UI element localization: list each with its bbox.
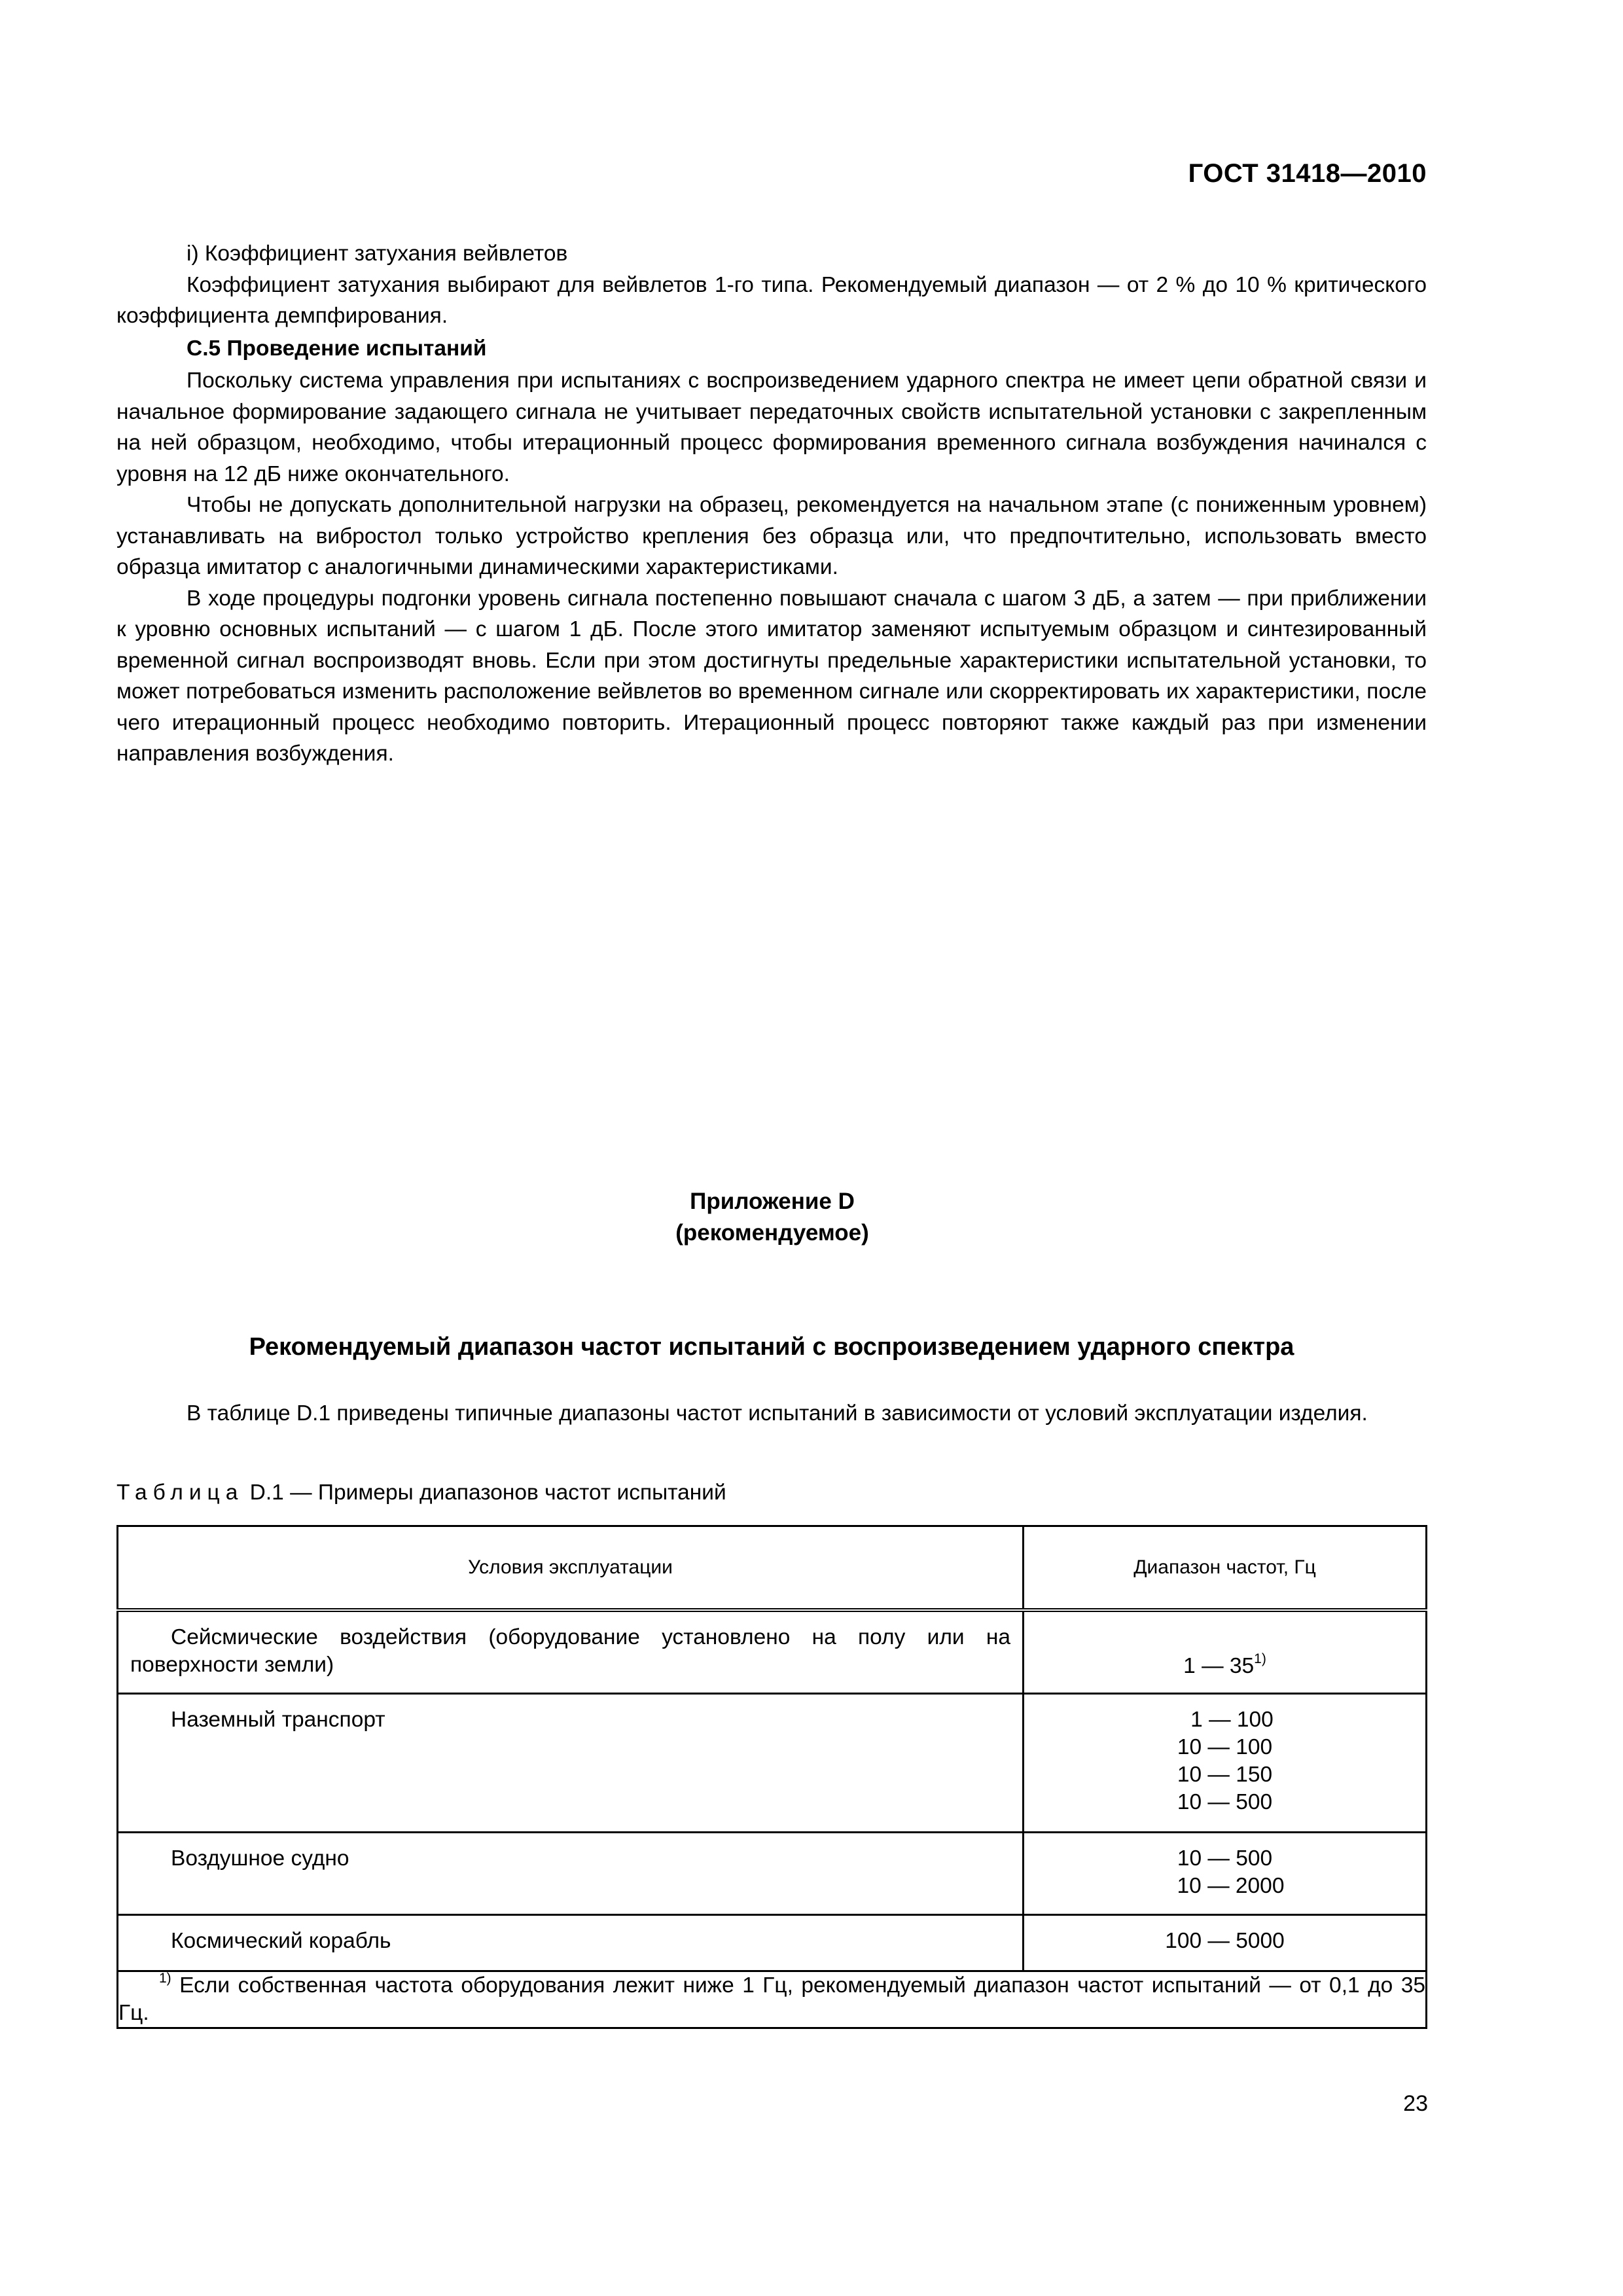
appendix-section-title: Рекомендуемый диапазон частот испытаний с воспроизведением ударного спектра <box>249 1333 1294 1361</box>
range-cell: 1 — 35$^{1)}$ <box>1024 1610 1427 1693</box>
paragraph: В ходе процедуры подгонки уровень сигнала постепенно повышают сначала с шагом 3 дБ, а затем — при приближении к уровню основных испытаний — с шагом 1 дБ. После этого имитатор заменяют испытуемым образцом и синтезированный временной сигнал воспроизводят вновь. Если при этом достигнуты предельные характеристики испытательной установки, то может потребоваться изменить расположение вейвлетов во временном сигнале или скорректировать их характеристики, после чего итерационный процесс необходимо повторить. Итерационный процесс повторяют также каждый раз при изменении направления возбуждения. <box>116 586 1427 766</box>
condition-cell: Наземный транспорт <box>118 1693 1024 1832</box>
frequency-ranges-table <box>116 1525 1427 2029</box>
table-row <box>118 1610 1427 1693</box>
appendix-title: Приложение D <box>690 1189 855 1214</box>
column-header-range: Диапазон частот, Гц <box>1024 1526 1427 1611</box>
condition-cell: Сейсмические воздействия (оборудование установлено на полу или на поверхности земли) <box>118 1610 1024 1693</box>
table-footnote-row <box>118 1971 1427 2028</box>
item-i-title: i) Коэффициент затухания вейвлетов <box>187 242 568 266</box>
table-row <box>118 1914 1427 1971</box>
range-cell: 1 — 100 10 — 100 10 — 150 10 — 500 <box>1024 1693 1427 1832</box>
appendix-intro-block <box>116 1398 1427 1429</box>
range-cell: 10 — 500 10 — 2000 <box>1024 1832 1427 1914</box>
range-cell: 100 — 5000 <box>1024 1914 1427 1971</box>
footnote-marker: 1) <box>159 1970 171 1986</box>
table-footnote: $^{1)}$ Если собственная частота оборудования лежит ниже 1 Гц, рекомендуемый диапазон частот испытаний — от 0,1 до 35 Гц. <box>118 1971 1427 2028</box>
c5-heading: С.5 Проведение испытаний <box>187 336 487 361</box>
appendix-heading <box>118 1186 1427 1249</box>
paragraph: Поскольку система управления при испытаниях с воспроизведением ударного спектра не имеет цепи обратной связи и начальное формирование задающего сигнала не учитывает передаточных свойств испытательной установки с закрепленным на ней образцом, необходимо, чтобы итерационный процесс формирования временного сигнала возбуждения начинался с уровня на 12 дБ ниже окончательного. <box>116 368 1427 486</box>
table-row <box>118 1693 1427 1832</box>
appendix-intro: В таблице D.1 приведены типичные диапазоны частот испытаний в зависимости от условий эксплуатации изделия. <box>187 1401 1368 1426</box>
section-c-text <box>116 238 1427 770</box>
page-number: 23 <box>1403 2091 1428 2116</box>
document-code: ГОСТ 31418—2010 <box>1188 159 1427 188</box>
condition-cell: Воздушное судно <box>118 1832 1024 1914</box>
appendix-status: (рекомендуемое) <box>675 1220 869 1246</box>
column-header-conditions: Условия эксплуатации <box>118 1526 1024 1611</box>
condition-cell: Космический корабль <box>118 1914 1024 1971</box>
table-header-row <box>118 1526 1427 1611</box>
item-i-text: Коэффициент затухания выбирают для вейвлетов 1-го типа. Рекомендуемый диапазон — от 2 % до 10 % критического коэффициента демпфирования. <box>116 272 1427 328</box>
paragraph: Чтобы не допускать дополнительной нагрузки на образец, рекомендуется на начальном этапе (с пониженным уровнем) устанавливать на вибростол только устройство крепления без образца или, что предпочтительно, использовать вместо образца имитатор с аналогичными динамическими характеристиками. <box>116 493 1427 579</box>
table-row <box>118 1832 1427 1914</box>
table-caption-text: D.1 — Примеры диапазонов частот испытаний <box>249 1480 726 1505</box>
footnote-marker: 1) <box>1254 1651 1266 1666</box>
table-caption <box>116 1480 726 1505</box>
table-caption-word: Таблица <box>116 1480 244 1505</box>
